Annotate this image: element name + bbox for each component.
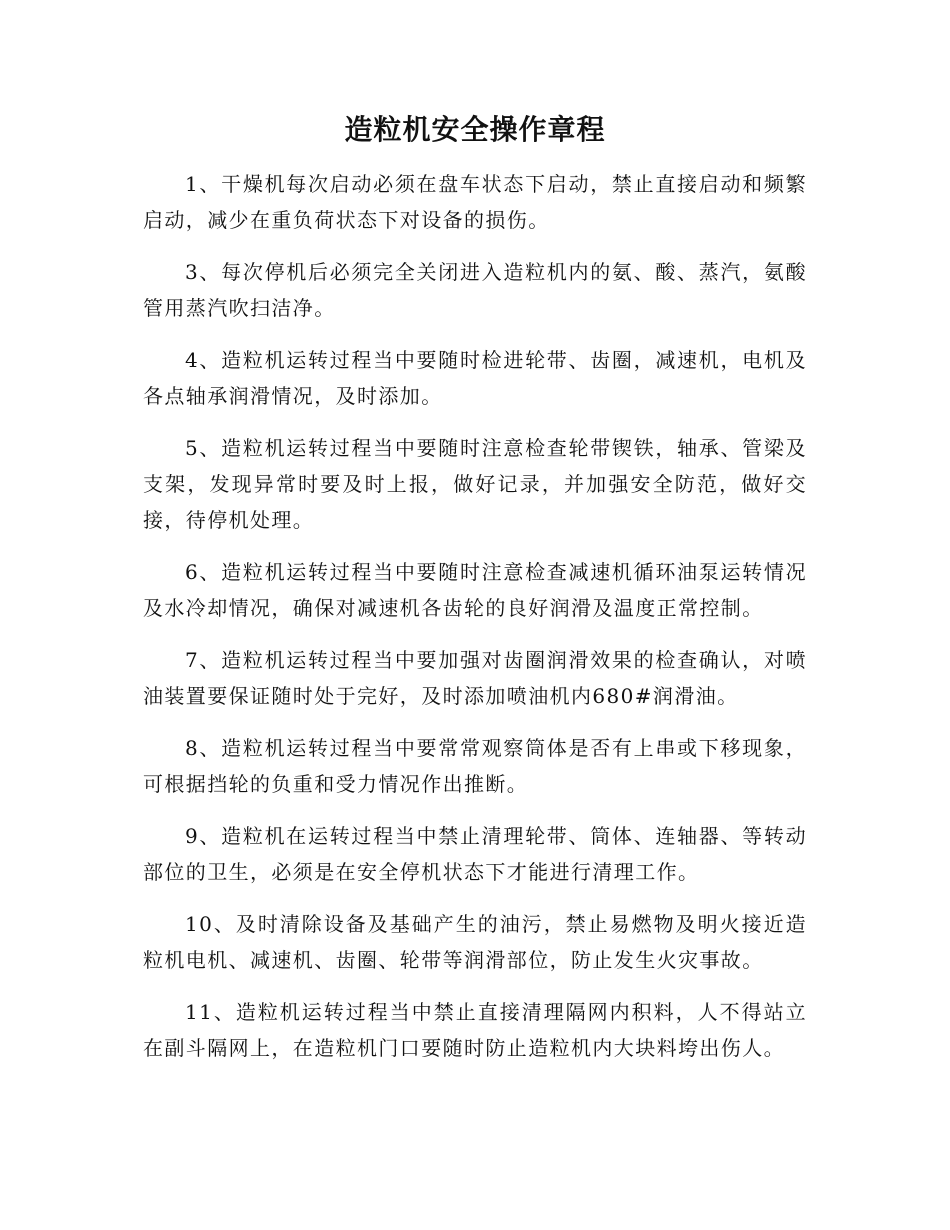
paragraph-rule-8: 8、造粒机运转过程当中要常常观察筒体是否有上串或下移现象，可根据挡轮的负重和受力情况作出推断。	[143, 736, 807, 796]
paragraph-rule-11: 11、造粒机运转过程当中禁止直接清理隔网内积料，人不得站立在副斗隔网上，在造粒机门口要随时防止造粒机内大块料垮出伤人。	[143, 1000, 807, 1060]
paragraph-rule-1: 1、干燥机每次启动必须在盘车状态下启动，禁止直接启动和频繁启动，减少在重负荷状态下对设备的损伤。	[143, 172, 807, 232]
document-title: 造粒机安全操作章程	[344, 113, 606, 146]
paragraph-rule-5: 5、造粒机运转过程当中要随时注意检查轮带锲铁，轴承、管梁及支架，发现异常时要及时上报，做好记录，并加强安全防范，做好交接，待停机处理。	[143, 436, 807, 532]
paragraph-rule-7: 7、造粒机运转过程当中要加强对齿圈润滑效果的检查确认，对喷油装置要保证随时处于完好，及时添加喷油机内680#润滑油。	[143, 648, 807, 708]
paragraph-rule-6: 6、造粒机运转过程当中要随时注意检查减速机循环油泵运转情况及水冷却情况，确保对减速机各齿轮的良好润滑及温度正常控制。	[143, 560, 807, 620]
document-body	[143, 166, 807, 1082]
paragraph-rule-9: 9、造粒机在运转过程当中禁止清理轮带、筒体、连轴器、等转动部位的卫生，必须是在安全停机状态下才能进行清理工作。	[143, 824, 807, 884]
paragraph-rule-4: 4、造粒机运转过程当中要随时检进轮带、齿圈，减速机，电机及各点轴承润滑情况，及时添加。	[143, 348, 807, 408]
paragraph-rule-3: 3、每次停机后必须完全关闭进入造粒机内的氨、酸、蒸汽，氨酸管用蒸汽吹扫洁净。	[143, 260, 807, 320]
paragraph-rule-10: 10、及时清除设备及基础产生的油污，禁止易燃物及明火接近造粒机电机、减速机、齿圈、轮带等润滑部位，防止发生火灾事故。	[143, 912, 807, 972]
